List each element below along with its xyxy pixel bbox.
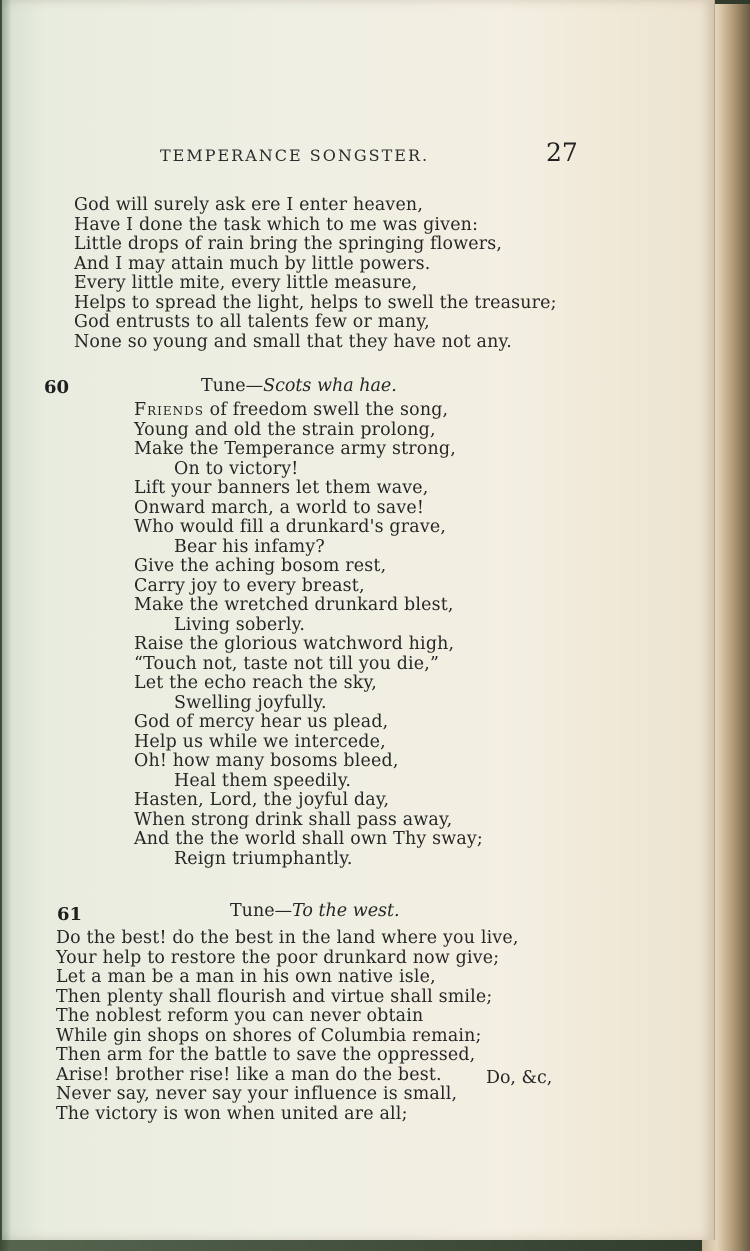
verse-line: Do the best! do the best in the land where you live, <box>56 928 519 948</box>
tune-prefix: Tune— <box>201 376 264 396</box>
verse-line: When strong drink shall pass away, <box>134 809 453 830</box>
verse-line: Every little mite, every little measure, <box>74 273 418 293</box>
tune-prefix: Tune— <box>230 901 293 921</box>
tune-name: To the west. <box>292 901 400 921</box>
verse-line: Who would fill a drunkard's grave, <box>134 517 447 537</box>
running-head: TEMPERANCE SONGSTER. <box>160 146 430 165</box>
verse-line: Onward march, a world to save! <box>134 497 425 518</box>
verse-line: Oh! how many bosoms bleed, <box>134 751 399 771</box>
verse-line: Make the Temperance army strong, <box>134 439 456 459</box>
verse-line: “Touch not, taste not till you die,” <box>134 653 440 674</box>
verse-line: Let the echo reach the sky, <box>134 673 377 693</box>
verse-refrain-line: On to victory! <box>174 458 299 479</box>
verse-line: The noblest reform you can never obtain <box>56 1006 424 1026</box>
tune-name: Scots wha hae. <box>263 376 397 396</box>
verse-line: God entrusts to all talents few or many, <box>74 312 430 332</box>
verse-refrain-line: Reign triumphantly. <box>174 848 353 869</box>
drop-word: Friends <box>134 400 204 420</box>
verse-line: Raise the glorious watchword high, <box>134 634 455 654</box>
tune-heading <box>201 376 397 396</box>
page-number: 27 <box>546 138 578 167</box>
verse-line: Have I done the task which to me was given: <box>74 214 479 235</box>
hymn-61-verse <box>56 929 519 1124</box>
verse-line: Give the aching bosom rest, <box>134 556 387 576</box>
verse-line: Then plenty shall flourish and virtue shall smile; <box>56 986 493 1007</box>
verse-line: And the the world shall own Thy sway; <box>134 829 483 849</box>
verse-refrain-line: Living soberly. <box>174 614 306 635</box>
verse-line: Carry joy to every breast, <box>134 575 365 596</box>
verse-line: Arise! brother rise! like a man do the best. <box>56 1064 442 1085</box>
verse-line: While gin shops on shores of Columbia remain; <box>56 1025 482 1046</box>
verse-line: And I may attain much by little powers. <box>74 253 431 274</box>
hymn-number: 61 <box>57 904 83 925</box>
first-line-rest: of freedom swell the song, <box>203 400 449 420</box>
hymn-60-verse <box>134 401 483 869</box>
verse-line: The victory is won when united are all; <box>56 1103 408 1124</box>
verse-line: Young and old the strain prolong, <box>134 419 436 440</box>
verse-line: God of mercy hear us plead, <box>134 712 389 732</box>
verse-line: Lift your banners let them wave, <box>134 478 429 498</box>
verse-line: Hasten, Lord, the joyful day, <box>134 790 390 810</box>
tune-heading <box>230 901 400 921</box>
verse-line: Make the wretched drunkard blest, <box>134 595 454 615</box>
continued-verse <box>74 196 557 352</box>
chorus-cue: Do, &c, <box>486 1068 553 1088</box>
verse-line: Helps to spread the light, helps to swell the treasure; <box>74 292 557 313</box>
verse-refrain-line: Heal them speedily. <box>174 770 352 791</box>
verse-line: Little drops of rain bring the springing flowers, <box>74 234 503 254</box>
verse-line <box>134 401 483 421</box>
verse-line: Never say, never say your influence is small, <box>56 1084 458 1104</box>
verse-line: Then arm for the battle to save the oppressed, <box>56 1045 476 1065</box>
verse-line: Your help to restore the poor drunkard now give; <box>56 947 500 968</box>
verse-refrain-line: Swelling joyfully. <box>174 692 327 713</box>
verse-refrain-line: Bear his infamy? <box>174 536 325 557</box>
book-page <box>2 0 715 1240</box>
verse-line: Let a man be a man in his own native isle, <box>56 967 436 987</box>
verse-line: None so young and small that they have not any. <box>74 331 512 352</box>
verse-line: Help us while we intercede, <box>134 731 386 752</box>
verse-line: God will surely ask ere I enter heaven, <box>74 195 424 215</box>
hymn-number: 60 <box>44 377 70 398</box>
